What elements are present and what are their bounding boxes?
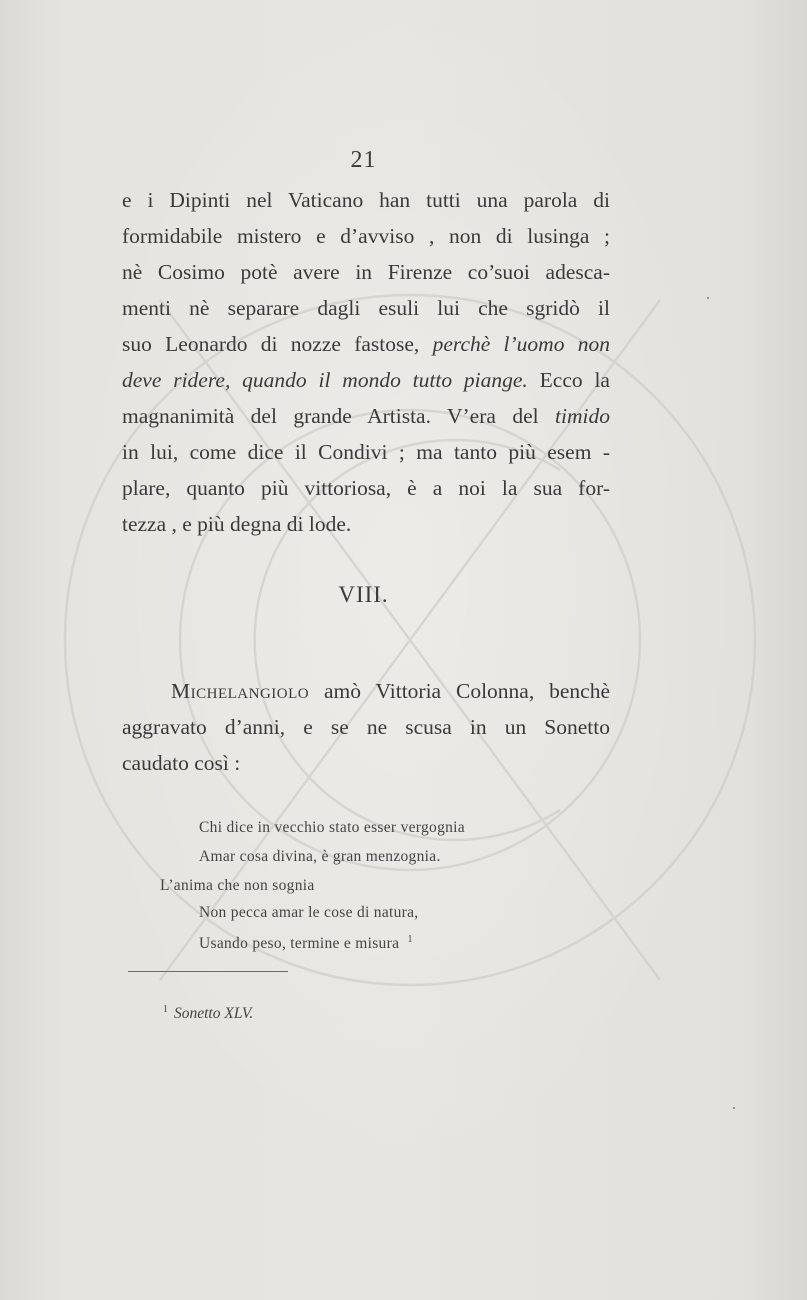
body-line-7 (122, 401, 610, 431)
body-line-2: formidabile mistero e d’avviso , non di lusinga ; (122, 224, 610, 248)
verse-line-5 (199, 930, 413, 954)
verse-line-4: Non pecca amar le cose di natura, (199, 904, 419, 921)
footnote-mark: 1 (163, 1004, 168, 1015)
body-line-9: plare, quanto più vittoriosa, è a noi la sua for- (122, 476, 610, 500)
verse-line-2: Amar cosa divina, è gran menzognia. (199, 848, 441, 865)
footnote-rule (128, 971, 288, 972)
body-line-3: nè Cosimo potè avere in Firenze co’suoi adesca- (122, 260, 610, 284)
body-line-1: e i Dipinti nel Vaticano han tutti una parola di (122, 188, 610, 212)
body-line-4: menti nè separare dagli esuli lui che sgridò il (122, 296, 610, 320)
body-line-6-text: Ecco la (539, 368, 610, 392)
body-line-6 (122, 365, 610, 395)
body-line-5-text: suo Leonardo di nozze fastose, (122, 332, 420, 356)
section-line-1 (171, 676, 610, 706)
body-line-5 (122, 329, 610, 359)
body-line-10: tezza , e più degna di lode. (122, 512, 352, 536)
page-number: 21 (350, 147, 377, 173)
paper-speck (707, 297, 709, 299)
body-line-6-italic: deve ridere, quando il mondo tutto piange. (122, 368, 528, 392)
body-line-7-text: magnanimità del grande Artista. V’era del (122, 404, 539, 428)
footnote-text: Sonetto XLV. (174, 1005, 254, 1023)
body-line-8: in lui, come dice il Condivi ; ma tanto più esem - (122, 440, 610, 464)
section-heading: VIII. (338, 582, 389, 607)
verse-line-5-text: Usando peso, termine e misura (199, 935, 400, 953)
verse-line-1: Chi dice in vecchio stato esser vergognia (199, 819, 465, 836)
verse-note-mark: 1 (407, 934, 413, 945)
verse-line-3: L’anima che non sognia (160, 877, 315, 894)
section-lead-name: Michelangiolo (171, 679, 310, 703)
section-line-3: caudato così : (122, 751, 241, 775)
body-line-7-italic: timido (555, 404, 610, 428)
paper-speck (733, 1107, 735, 1109)
body-line-5-italic: perchè l’uomo non (432, 332, 610, 356)
section-line-1-text: amò Vittoria Colonna, benchè (324, 679, 610, 703)
footnote (163, 1004, 253, 1023)
section-line-2: aggravato d’anni, e se ne scusa in un Sonetto (122, 715, 610, 739)
